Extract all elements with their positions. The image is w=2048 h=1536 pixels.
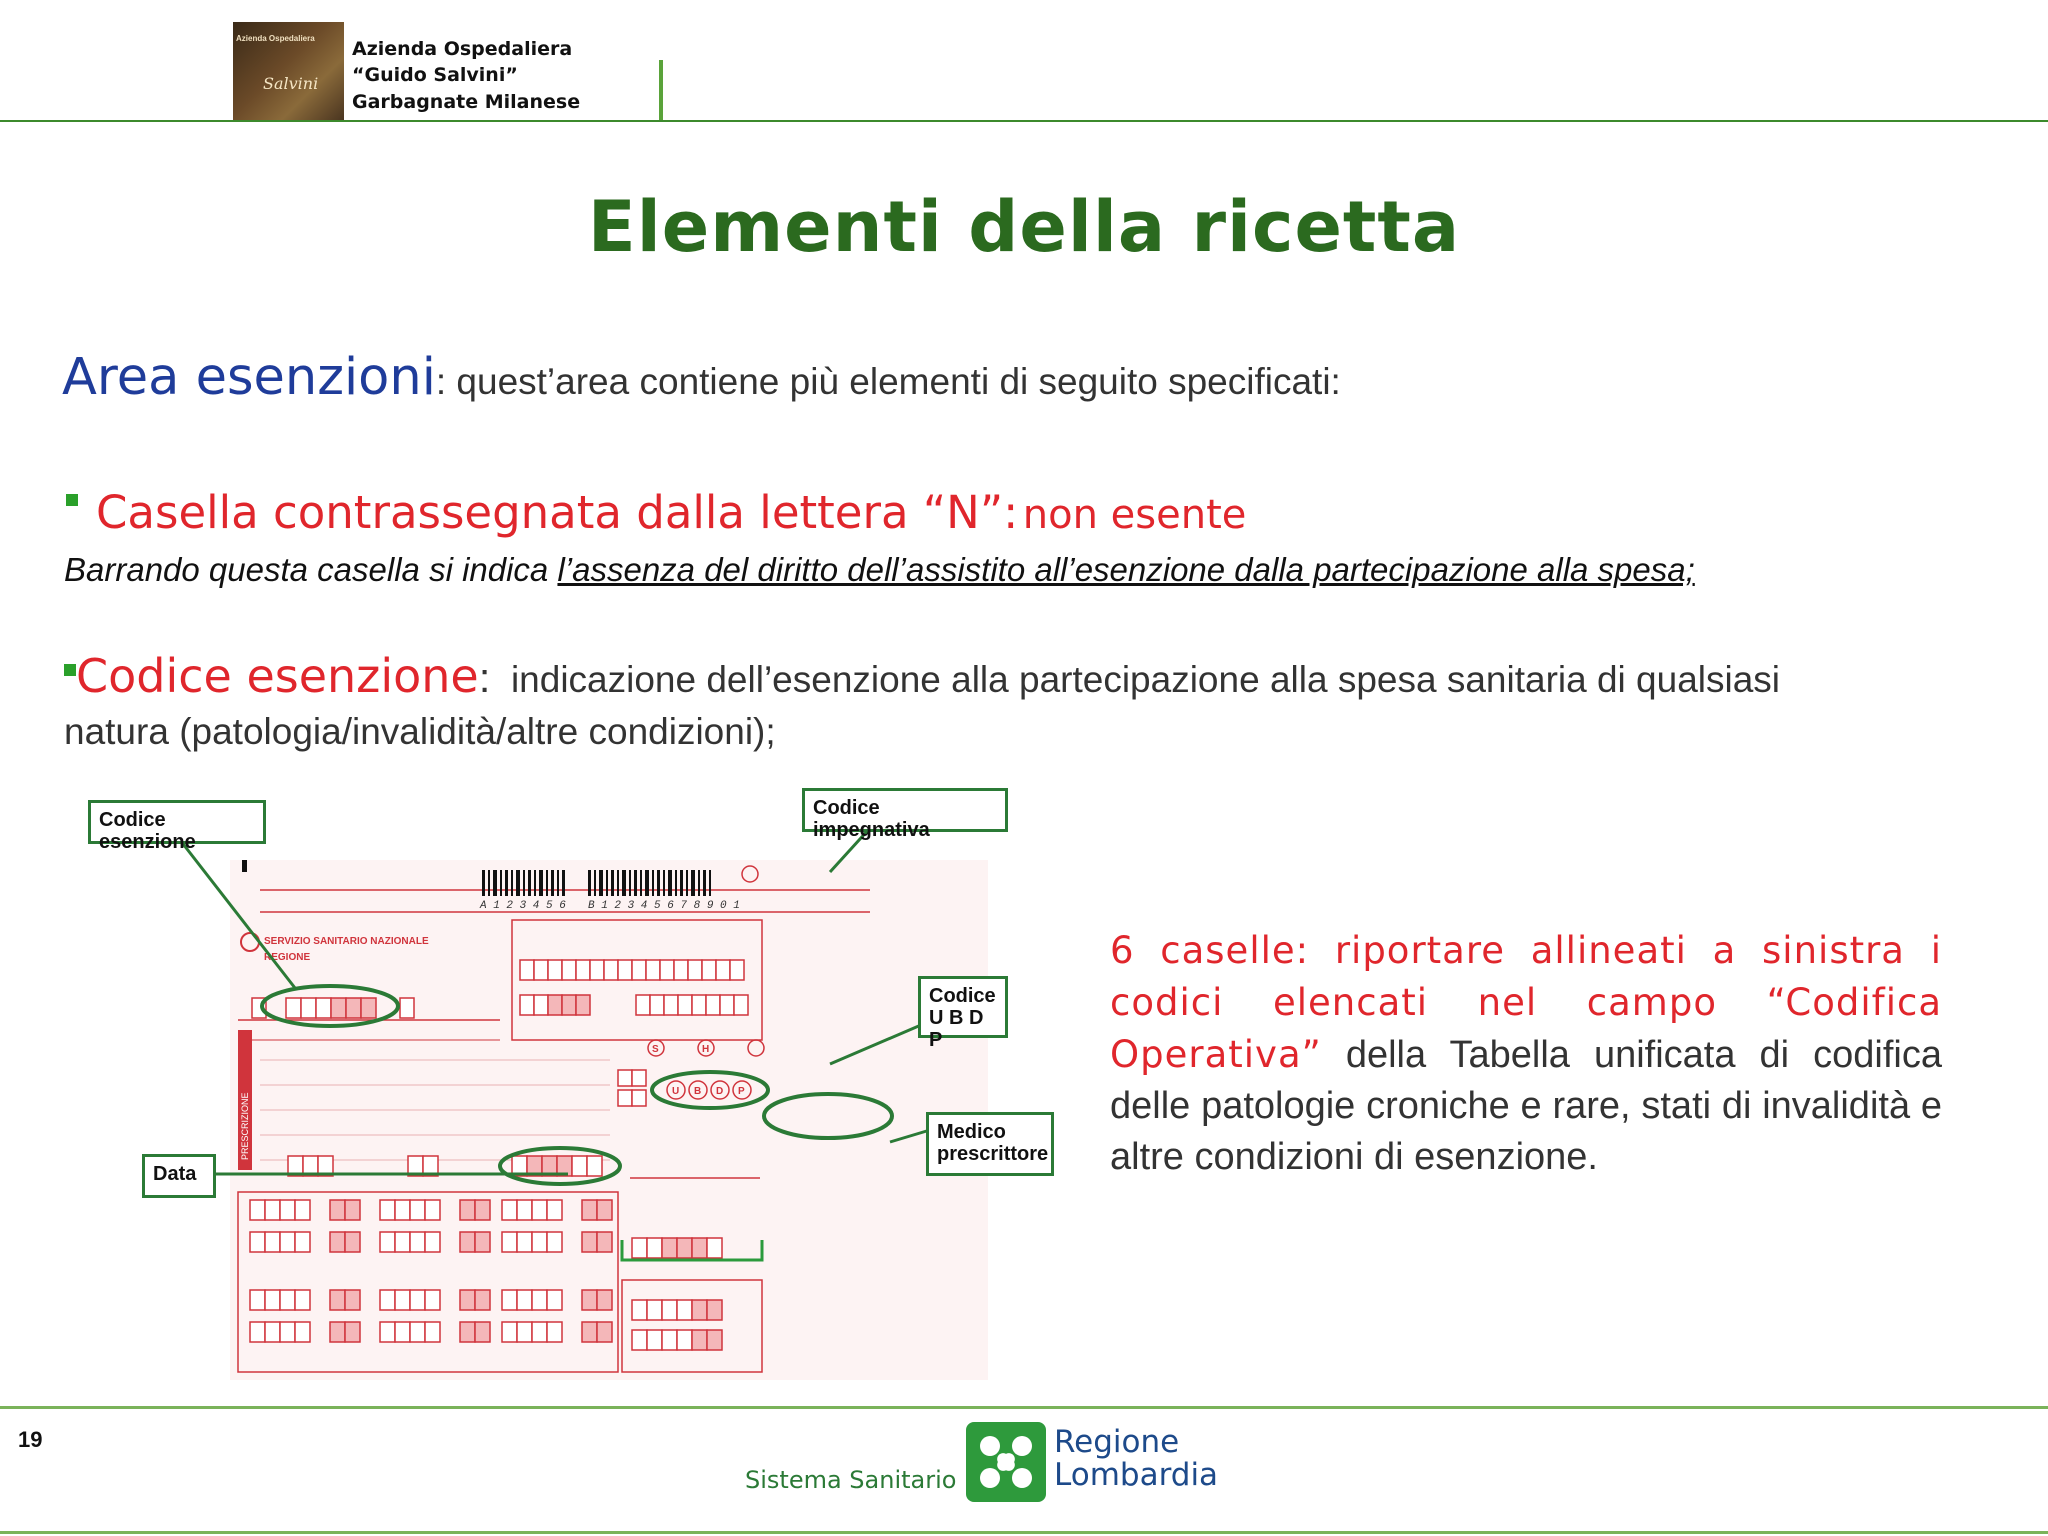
description-underlined: l’assenza del diritto dell’assistito all’esenzione dalla partecipazione alla spesa; (557, 551, 1695, 588)
footer-sistema-sanitario: Sistema Sanitario (745, 1466, 957, 1494)
footer-divider (0, 1406, 2048, 1409)
header-divider (0, 120, 2048, 122)
bullet-non-esente-label: Casella contrassegnata dalla lettera “N”: (96, 486, 1019, 539)
prescription-form-figure (70, 770, 1090, 1390)
bullet-square-icon (64, 664, 76, 676)
callout-medico-line-1: Medico (937, 1121, 1006, 1143)
bullet-non-esente-description (64, 550, 1924, 590)
svg-text:P: P (738, 1086, 745, 1097)
page-title: Elementi della ricetta (587, 186, 1461, 268)
intro-text: : quest’area contiene più elementi di seguito specificati: (435, 361, 1341, 402)
hospital-name-line-2: “Guido Salvini” (352, 64, 518, 86)
footer-regione-lombardia (1054, 1426, 1218, 1492)
description-plain: Barrando questa casella si indica (64, 551, 558, 588)
svg-text:D: D (716, 1086, 724, 1097)
callout-data: Data (142, 1154, 216, 1198)
callout-codice-ubdp (918, 976, 1008, 1051)
svg-text:H: H (702, 1044, 710, 1055)
footer-regione-line-2: Lombardia (1054, 1457, 1219, 1493)
hospital-name-line-3: Garbagnate Milanese (352, 91, 581, 113)
header-divider-vertical (659, 60, 663, 120)
svg-text:REGIONE: REGIONE (264, 952, 311, 963)
callout-codice-esenzione: Codice esenzione (88, 800, 266, 844)
explanation-rest: della Tabella unificata di codifica delle patologie croniche e rare, stati di invalidità e altre condizioni di esenzione. (1110, 1034, 1942, 1178)
logo-small-text: Azienda Ospedaliera (236, 34, 315, 43)
svg-text:B 1 2 3 4 5 6 7 8 9 0 1: B 1 2 3 4 5 6 7 8 9 0 1 (588, 900, 740, 912)
bullet-square-icon (66, 494, 78, 506)
svg-text:B: B (694, 1086, 702, 1097)
svg-text:PRESCRIZIONE: PRESCRIZIONE (240, 1092, 250, 1160)
bullet-non-esente (66, 486, 1246, 539)
bullet-non-esente-value: non esente (1022, 492, 1247, 538)
bullet-codice-esenzione-description: indicazione dell’esenzione alla partecipazione alla spesa sanitaria di qualsiasi natura (patologia/invalidità/altre condizioni); (64, 659, 1781, 752)
bullet-codice-esenzione-label: Codice esenzione (76, 649, 479, 703)
svg-text:SERVIZIO SANITARIO NAZIONALE: SERVIZIO SANITARIO NAZIONALE (264, 936, 429, 947)
logo-script-text: Salvini (263, 74, 319, 93)
footer-bottom-divider (0, 1531, 2048, 1534)
codice-esenzione-explanation (1110, 925, 1942, 1183)
hospital-logo (233, 22, 344, 120)
svg-text:U: U (672, 1086, 680, 1097)
callout-medico-line-2: prescrittore (937, 1143, 1049, 1165)
callout-codice-ubdp-line-1: Codice (929, 985, 996, 1007)
hospital-name-line-1: Azienda Ospedaliera (352, 38, 573, 60)
regione-lombardia-logo-icon (966, 1422, 1046, 1502)
page-number: 19 (18, 1427, 43, 1452)
explanation-highlight: 6 caselle: riportare allineati a sinistra i codici elencati nel campo “Codifica Operativa” (1110, 929, 1942, 1076)
svg-text:S: S (652, 1044, 659, 1055)
svg-text:A 1 2 3 4 5 6: A 1 2 3 4 5 6 (480, 900, 566, 912)
callout-codice-ubdp-line-2: U B D P (929, 1007, 984, 1051)
callout-medico-prescrittore (926, 1112, 1054, 1176)
bullet-codice-esenzione (64, 650, 1894, 758)
footer-regione-line-1: Regione (1054, 1424, 1180, 1460)
callout-connectors (70, 770, 1090, 1390)
intro-heading: Area esenzioni (62, 348, 436, 407)
callout-codice-impegnativa: Codice impegnativa (802, 788, 1008, 832)
bullet-colon: : (478, 654, 491, 701)
intro-line (62, 348, 1341, 407)
